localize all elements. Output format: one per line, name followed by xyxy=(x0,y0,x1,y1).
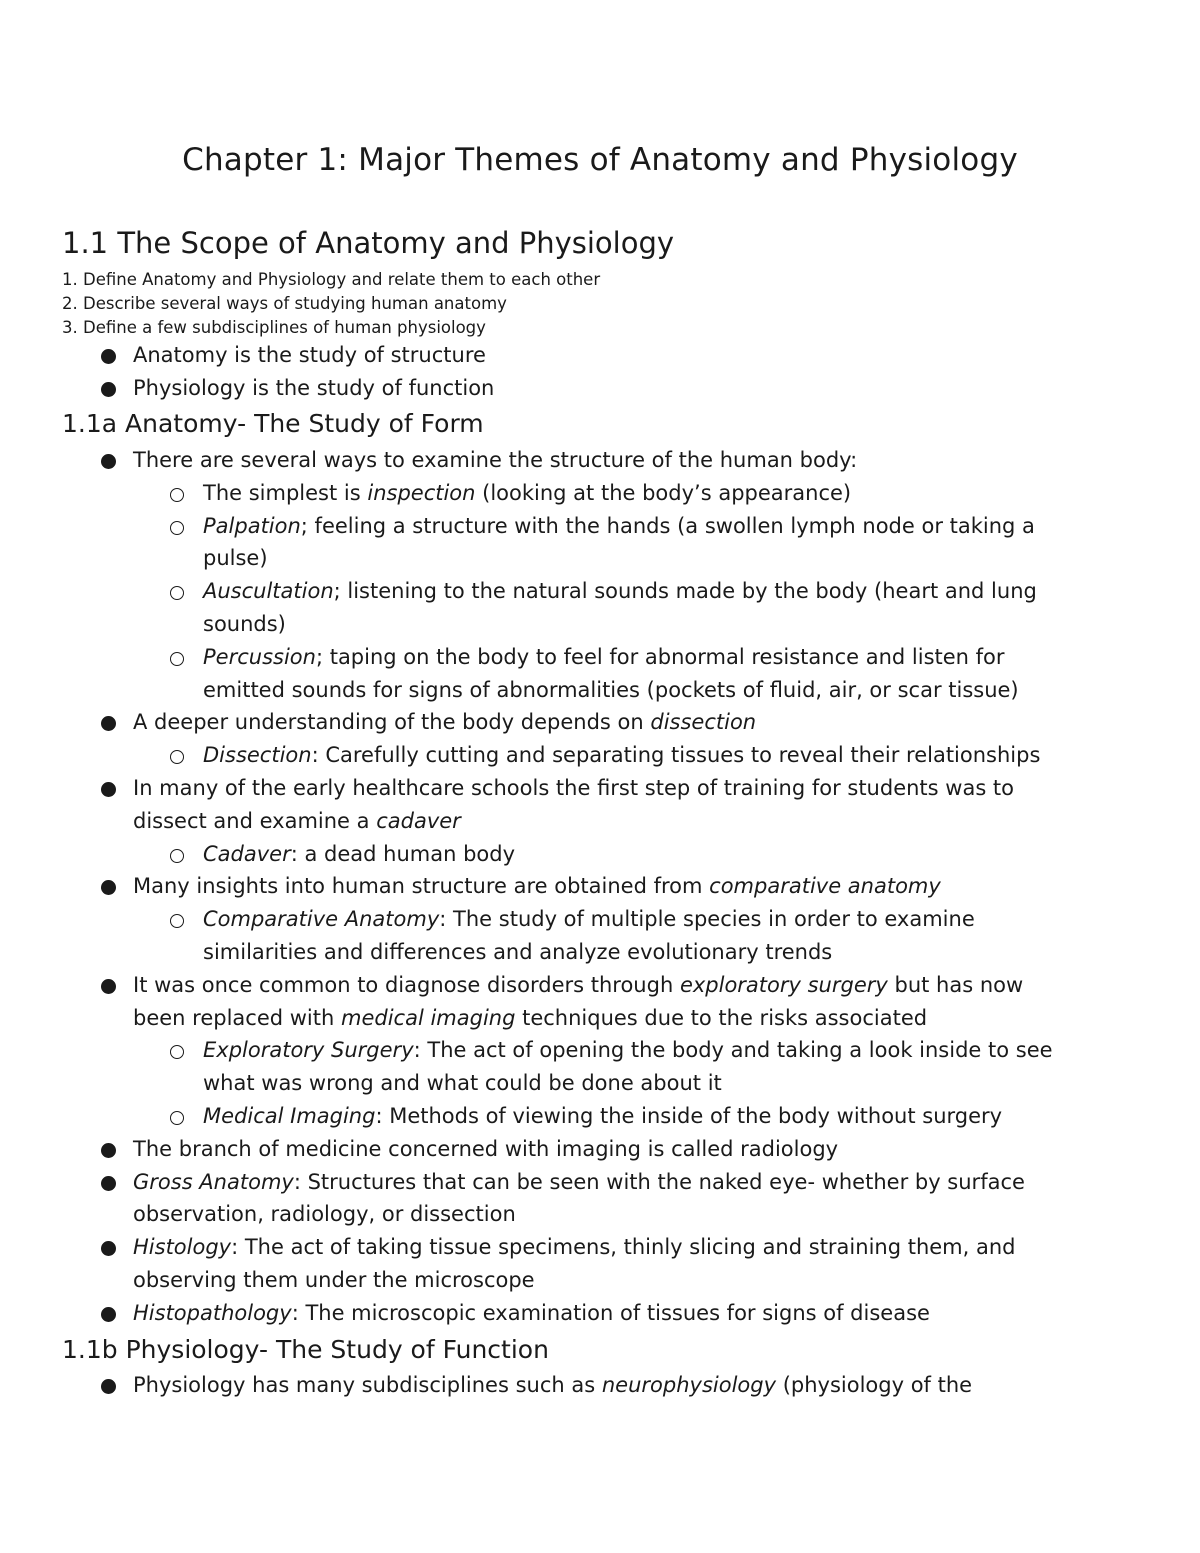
italic-term: Exploratory Surgery xyxy=(203,1038,414,1063)
italic-term: cadaver xyxy=(376,808,461,833)
subsection-title: 1.1a Anatomy- The Study of Form xyxy=(62,409,484,438)
text-run: observation, radiology, or dissection xyxy=(133,1202,516,1227)
list-item-text: Anatomy is the study of structure xyxy=(133,343,486,367)
list-item-line xyxy=(133,805,1200,838)
list-item xyxy=(0,1369,1200,1402)
text-run: : The act of taking tissue specimens, thinly slicing and straining them, and xyxy=(231,1235,1016,1260)
list-item xyxy=(0,1100,1200,1133)
text-run: similarities and differences and analyze evolutionary trends xyxy=(203,939,833,964)
chapter-title: Chapter 1: Major Themes of Anatomy and Physiology xyxy=(182,142,1018,178)
italic-term: inspection xyxy=(367,480,476,505)
text-run: been replaced with xyxy=(133,1005,341,1030)
list-item-line xyxy=(133,1198,1200,1231)
list-item-line xyxy=(203,477,1200,510)
section-1-1b-list xyxy=(0,1369,1200,1402)
list-item-line xyxy=(203,510,1200,543)
list-item xyxy=(0,372,1200,405)
italic-term: Histopathology xyxy=(133,1300,292,1325)
list-item-line xyxy=(133,444,1200,477)
italic-term: Medical Imaging xyxy=(203,1103,376,1128)
filled-bullet-icon xyxy=(101,716,116,731)
text-run: what was wrong and what could be done about it xyxy=(203,1071,722,1096)
list-item xyxy=(0,1133,1200,1166)
list-item-line xyxy=(203,674,1200,707)
list-item-line xyxy=(133,1002,1200,1035)
hollow-bullet-icon xyxy=(170,586,184,600)
list-item-line xyxy=(133,706,1200,739)
italic-term: Gross Anatomy xyxy=(133,1169,294,1194)
filled-bullet-icon xyxy=(101,1176,116,1191)
section-1-1a-list xyxy=(0,444,1200,1330)
filled-bullet-icon xyxy=(101,1379,116,1394)
text-run: : Structures that can be seen with the naked eye- whether by surface xyxy=(293,1169,1025,1194)
objective-item: 2. Describe several ways of studying human anatomy xyxy=(62,294,507,313)
italic-term: Comparative Anatomy xyxy=(203,907,440,932)
list-item-line xyxy=(203,838,1200,871)
subsection-title: 1.1b Physiology- The Study of Function xyxy=(62,1335,549,1364)
filled-bullet-icon xyxy=(101,782,116,797)
section-title: 1.1 The Scope of Anatomy and Physiology xyxy=(62,226,675,260)
text-run: : The act of opening the body and taking a look inside to see xyxy=(413,1038,1053,1063)
hollow-bullet-icon xyxy=(170,488,184,502)
list-item xyxy=(0,477,1200,510)
objective-item: 3. Define a few subdisciplines of human physiology xyxy=(62,318,486,337)
text-run: The simplest is xyxy=(203,480,368,505)
list-item xyxy=(0,706,1200,739)
list-item-line xyxy=(203,739,1200,772)
list-item xyxy=(0,1166,1200,1232)
section-1-1-bullets xyxy=(0,339,1200,405)
text-run: observing them under the microscope xyxy=(133,1267,535,1292)
list-item xyxy=(0,510,1200,576)
list-item-line xyxy=(133,1166,1200,1199)
italic-term: Percussion xyxy=(203,644,316,669)
list-item xyxy=(0,1231,1200,1297)
filled-bullet-icon xyxy=(101,1241,116,1256)
italic-term: Histology xyxy=(133,1235,232,1260)
hollow-bullet-icon xyxy=(170,849,184,863)
filled-bullet-icon xyxy=(101,349,116,364)
filled-bullet-icon xyxy=(101,880,116,895)
text-run: ; taping on the body to feel for abnormal resistance and listen for xyxy=(315,644,1005,669)
italic-term: dissection xyxy=(650,710,757,735)
list-item-line xyxy=(133,1231,1200,1264)
hollow-bullet-icon xyxy=(170,652,184,666)
italic-term: neurophysiology xyxy=(601,1373,777,1397)
italic-term: Dissection xyxy=(203,743,312,768)
list-item-line xyxy=(203,542,1200,575)
text-run: There are several ways to examine the structure of the human body: xyxy=(133,448,858,472)
learning-objectives xyxy=(62,268,600,340)
list-item-line xyxy=(203,1034,1200,1067)
hollow-bullet-icon xyxy=(170,750,184,764)
text-run: A deeper understanding of the body depends on xyxy=(133,710,651,735)
list-item-line xyxy=(133,870,1200,903)
list-item xyxy=(0,903,1200,969)
list-item-line xyxy=(203,575,1200,608)
list-item-line xyxy=(133,969,1200,1002)
filled-bullet-icon xyxy=(101,454,116,469)
list-item xyxy=(0,870,1200,903)
filled-bullet-icon xyxy=(101,382,116,397)
italic-term: Palpation xyxy=(203,513,301,538)
text-run: sounds) xyxy=(203,611,286,636)
text-run: ; listening to the natural sounds made by the body (heart and lung xyxy=(333,579,1037,604)
list-item xyxy=(0,1034,1200,1100)
text-run: (physiology of the xyxy=(776,1373,973,1397)
text-run: It was once common to diagnose disorders through xyxy=(133,972,680,997)
list-item-line xyxy=(133,1369,1200,1402)
list-item-line xyxy=(133,772,1200,805)
italic-term: comparative anatomy xyxy=(709,874,941,899)
list-item-line xyxy=(203,1067,1200,1100)
text-run: dissect and examine a xyxy=(133,808,377,833)
text-run: techniques due to the risks associated xyxy=(515,1005,928,1030)
text-run: : The microscopic examination of tissues for signs of disease xyxy=(291,1300,930,1325)
list-item xyxy=(0,444,1200,477)
list-item xyxy=(0,641,1200,707)
list-item-text: Physiology is the study of function xyxy=(133,375,495,400)
list-item xyxy=(0,969,1200,1035)
list-item xyxy=(0,339,1200,372)
list-item-line xyxy=(133,1264,1200,1297)
list-item-line xyxy=(203,608,1200,641)
text-run: In many of the early healthcare schools the first step of training for students was to xyxy=(133,775,1015,800)
italic-term: exploratory surgery xyxy=(679,972,888,997)
italic-term: Auscultation xyxy=(203,579,334,604)
filled-bullet-icon xyxy=(101,1143,116,1158)
hollow-bullet-icon xyxy=(170,1045,184,1059)
text-run: : The study of multiple species in order to examine xyxy=(439,907,975,932)
text-run: ; feeling a structure with the hands (a swollen lymph node or taking a xyxy=(300,513,1035,538)
text-run: Physiology has many subdisciplines such as xyxy=(133,1373,602,1397)
text-run: but has now xyxy=(887,972,1024,997)
text-run: : Methods of viewing the inside of the body without surgery xyxy=(375,1103,1003,1128)
list-item-line xyxy=(133,1297,1200,1330)
filled-bullet-icon xyxy=(101,1307,116,1322)
filled-bullet-icon xyxy=(101,979,116,994)
list-item-line xyxy=(203,903,1200,936)
italic-term: Cadaver xyxy=(203,841,291,866)
text-run: : Carefully cutting and separating tissues to reveal their relationships xyxy=(311,743,1041,768)
hollow-bullet-icon xyxy=(170,914,184,928)
list-item xyxy=(0,838,1200,871)
list-item-line xyxy=(203,1100,1200,1133)
text-run: emitted sounds for signs of abnormalities (pockets of fluid, air, or scar tissue) xyxy=(203,677,1019,702)
objective-item: 1. Define Anatomy and Physiology and relate them to each other xyxy=(62,270,601,289)
text-run: The branch of medicine concerned with imaging is called radiology xyxy=(133,1136,839,1161)
text-run: Many insights into human structure are obtained from xyxy=(133,874,710,899)
hollow-bullet-icon xyxy=(170,1111,184,1125)
list-item xyxy=(0,739,1200,772)
text-run: (looking at the body’s appearance) xyxy=(475,480,852,505)
text-run: : a dead human body xyxy=(290,841,516,866)
list-item xyxy=(0,772,1200,838)
hollow-bullet-icon xyxy=(170,521,184,535)
list-item-line xyxy=(203,641,1200,674)
list-item xyxy=(0,1297,1200,1330)
italic-term: medical imaging xyxy=(340,1005,516,1030)
text-run: pulse) xyxy=(203,546,268,571)
list-item xyxy=(0,575,1200,641)
list-item-line xyxy=(133,1133,1200,1166)
list-item-line xyxy=(203,936,1200,969)
